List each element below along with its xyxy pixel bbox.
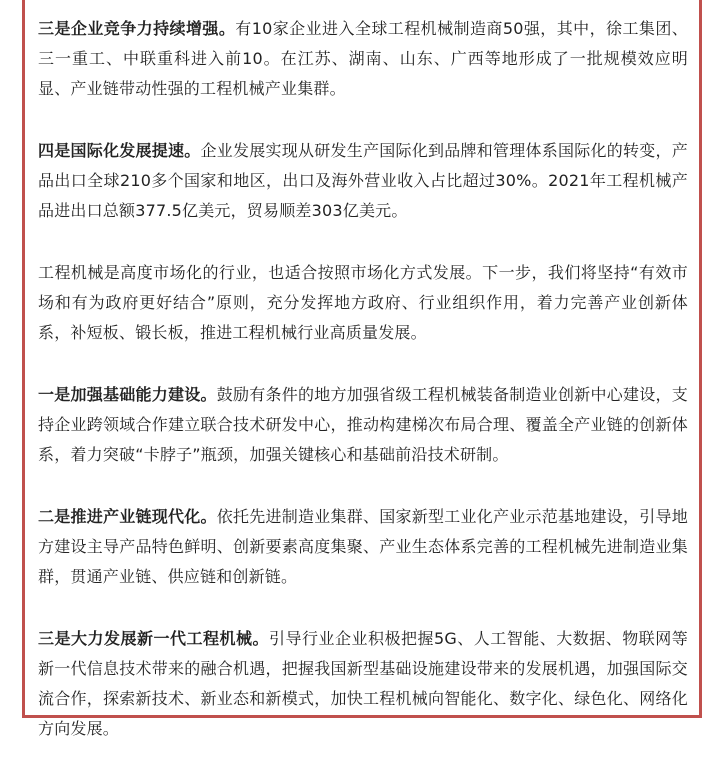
paragraph-text: 引导行业企业积极把握5G、人工智能、大数据、物联网等新一代信息技术带来的融合机遇，把握我国新型基础设施建设带来的发展机遇，加强国际交流合作，探索新技术、新业态和新模式，加快工程机械向智能化、数字化、绿色化、网络化方向发展。 [38, 629, 688, 738]
paragraph-text: 企业发展实现从研发生产国际化到品牌和管理体系国际化的转变，产品出口全球210多个国家和地区，出口及海外营业收入占比超过30%。2021年工程机械产品进出口总额377.5亿美元，贸易顺差303亿美元。 [38, 141, 688, 220]
paragraph-internationalization [38, 136, 688, 226]
paragraph-next-steps [38, 258, 688, 348]
paragraph-industry-chain [38, 502, 688, 592]
paragraph-new-generation [38, 624, 688, 744]
paragraph-lead: 二是推进产业链现代化。 [38, 507, 217, 526]
article-body [38, 14, 688, 776]
paragraph-competitiveness [38, 14, 688, 104]
paragraph-basic-capability [38, 380, 688, 470]
paragraph-text: 工程机械是高度市场化的行业，也适合按照市场化方式发展。下一步，我们将坚持“有效市场和有为政府更好结合”原则，充分发挥地方政府、行业组织作用，着力完善产业创新体系，补短板、锻长板，推进工程机械行业高质量发展。 [38, 263, 688, 342]
paragraph-text: 依托先进制造业集群、国家新型工业化产业示范基地建设，引导地方建设主导产品特色鲜明、创新要素高度集聚、产业生态体系完善的工程机械先进制造业集群，贯通产业链、供应链和创新链。 [38, 507, 688, 586]
paragraph-text: 鼓励有条件的地方加强省级工程机械装备制造业创新中心建设，支持企业跨领域合作建立联合技术研发中心，推动构建梯次布局合理、覆盖全产业链的创新体系，着力突破“卡脖子”瓶颈，加强关键核心和基础前沿技术研制。 [38, 385, 688, 464]
paragraph-lead: 三是大力发展新一代工程机械。 [38, 629, 270, 648]
paragraph-text: 有10家企业进入全球工程机械制造商50强，其中，徐工集团、三一重工、中联重科进入前10。在江苏、湖南、山东、广西等地形成了一批规模效应明显、产业链带动性强的工程机械产业集群。 [38, 19, 688, 98]
paragraph-lead: 一是加强基础能力建设。 [38, 385, 217, 404]
paragraph-lead: 三是企业竞争力持续增强。 [38, 19, 236, 38]
paragraph-lead: 四是国际化发展提速。 [38, 141, 201, 160]
